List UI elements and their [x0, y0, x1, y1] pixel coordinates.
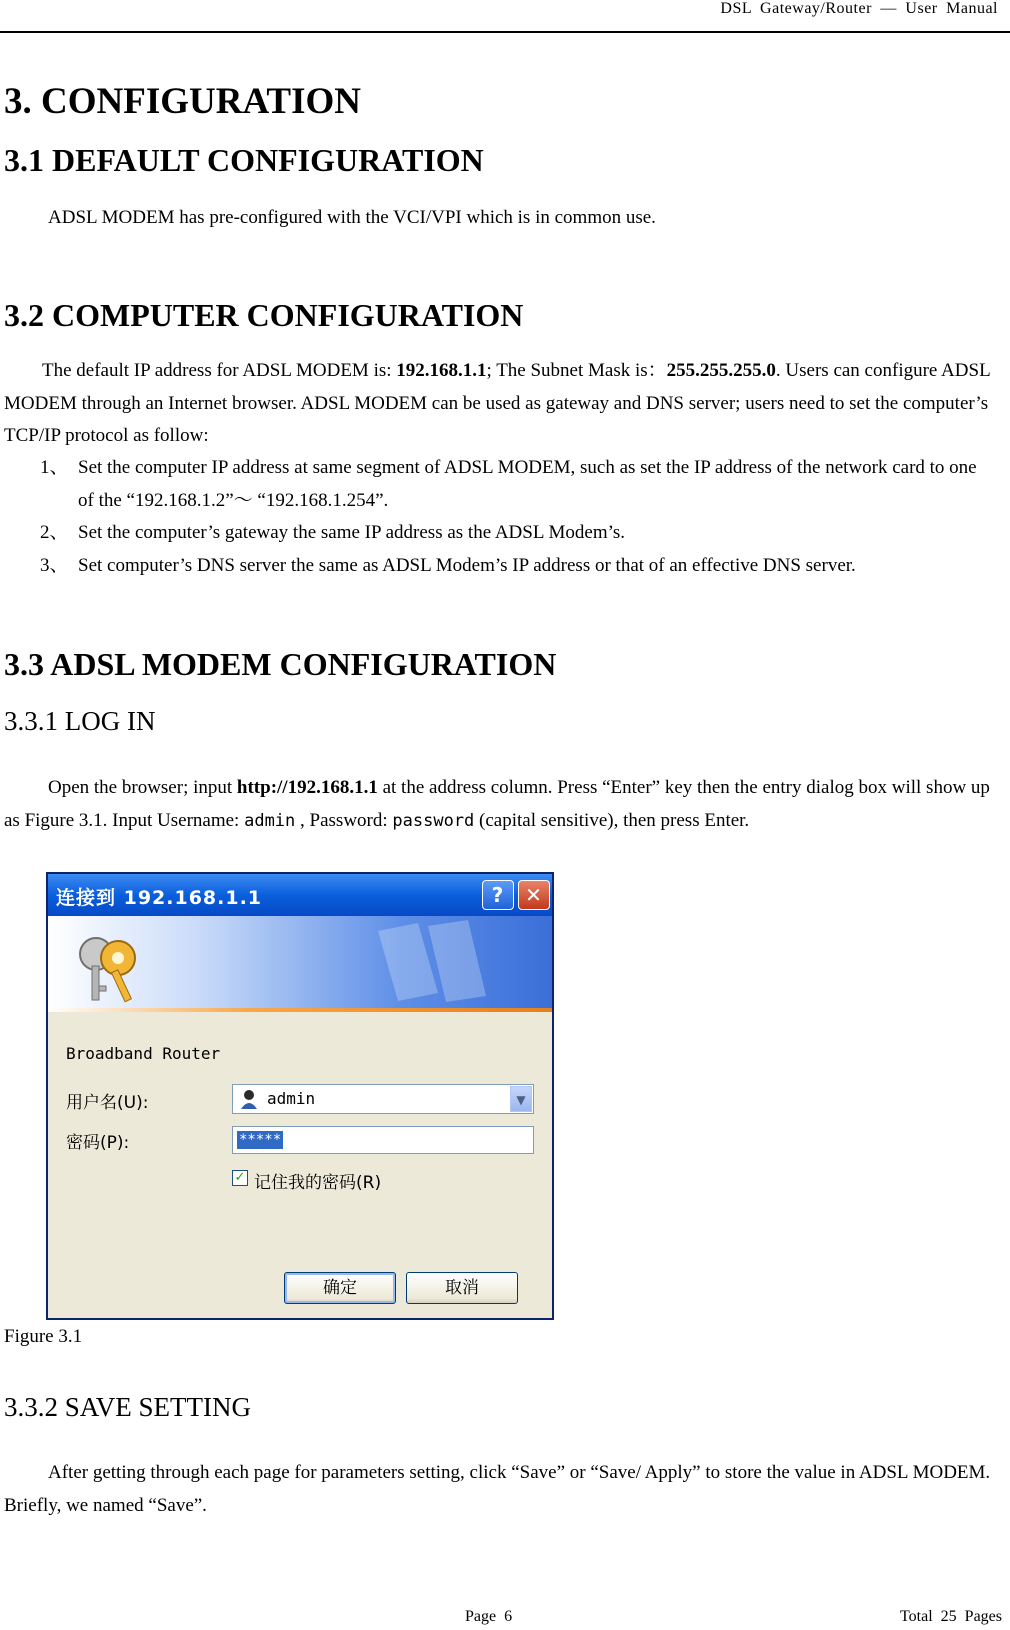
user-icon	[239, 1088, 259, 1110]
section-3-3-title: 3.3 ADSL MODEM CONFIGURATION	[4, 646, 557, 682]
paragraph: The default IP address for ADSL MODEM is: 192.168.1.1; The Subnet Mask is：255.255.255.0. Users can configure ADSL MODEM through an Internet browser. ADSL MODEM can be used as gateway and DNS server; users need to set the computer’s TCP/IP protocol as follow:	[4, 360, 990, 446]
password-literal: password	[392, 810, 475, 831]
list-item: 3、 Set computer’s DNS server the same as ADSL Modem’s IP address or that of an effective DNS server.	[40, 554, 856, 576]
username-value: admin	[267, 1089, 316, 1108]
footer-total-pages: Total 25 Pages	[900, 1608, 1002, 1625]
username-combobox[interactable]	[232, 1084, 534, 1114]
ok-button[interactable]: 确定	[284, 1272, 396, 1304]
remember-password-label[interactable]: 记住我的密码(R)	[254, 1173, 382, 1193]
section-3-2-text	[4, 355, 994, 453]
paragraph: ADSL MODEM has pre-configured with the VCI/VPI which is in common use.	[48, 207, 656, 228]
footer-page-number: Page 6	[465, 1608, 513, 1625]
username-literal: admin	[244, 810, 296, 831]
config-steps-list	[4, 452, 994, 582]
section-3-1-text	[4, 202, 994, 235]
login-dialog	[46, 872, 554, 1320]
username-label: 用户名(U):	[66, 1093, 149, 1113]
section-3-3-1-text	[4, 772, 994, 837]
dialog-banner	[48, 916, 552, 1008]
header-rule	[0, 31, 1010, 33]
close-button[interactable]: ✕	[518, 880, 550, 910]
password-value: *****	[239, 1132, 282, 1148]
paragraph: Open the browser; input http://192.168.1.1 at the address column. Press “Enter” key then the entry dialog box will show up as Figure 3.1. Input Username: admin , Password: password (capital sensitive), then press Enter.	[4, 777, 990, 831]
default-ip: 192.168.1.1	[396, 360, 487, 381]
section-3-3-2-title: 3.3.2 SAVE SETTING	[4, 1392, 252, 1422]
dialog-titlebar	[48, 874, 552, 916]
section-3-title: 3. CONFIGURATION	[4, 81, 361, 122]
chevron-down-icon[interactable]: ▼	[510, 1086, 532, 1112]
keys-icon	[48, 916, 552, 1008]
paragraph: After getting through each page for parameters setting, click “Save” or “Save/ Apply” to store the value in ADSL MODEM. Briefly, we named “Save”.	[4, 1462, 991, 1516]
section-3-1-title: 3.1 DEFAULT CONFIGURATION	[4, 142, 484, 178]
remember-password-checkbox[interactable]: ✓	[232, 1170, 248, 1186]
subnet-mask: 255.255.255.0	[666, 360, 776, 381]
list-item: 1、 Set the computer IP address at same segment of ADSL MODEM, such as set the IP address of the network card to one of the “192.168.1.2”～ “192.168.1.254”.	[40, 457, 977, 511]
password-input[interactable]	[232, 1126, 534, 1154]
cancel-button[interactable]: 取消	[406, 1272, 518, 1304]
password-label: 密码(P):	[66, 1133, 130, 1153]
section-3-3-2-text	[4, 1457, 994, 1522]
list-item: 2、 Set the computer’s gateway the same IP address as the ADSL Modem’s.	[40, 522, 626, 543]
figure-caption: Figure 3.1	[4, 1326, 83, 1347]
realm-label: Broadband Router	[66, 1044, 221, 1063]
dialog-title: 连接到 192.168.1.1	[56, 887, 263, 909]
help-button[interactable]: ?	[482, 880, 514, 910]
section-3-3-1-title: 3.3.1 LOG IN	[4, 706, 156, 736]
banner-divider	[48, 1008, 552, 1012]
login-url: http://192.168.1.1	[236, 777, 378, 798]
section-3-2-title: 3.2 COMPUTER CONFIGURATION	[4, 297, 524, 333]
header-title: DSL Gateway/Router — User Manual	[720, 0, 998, 17]
